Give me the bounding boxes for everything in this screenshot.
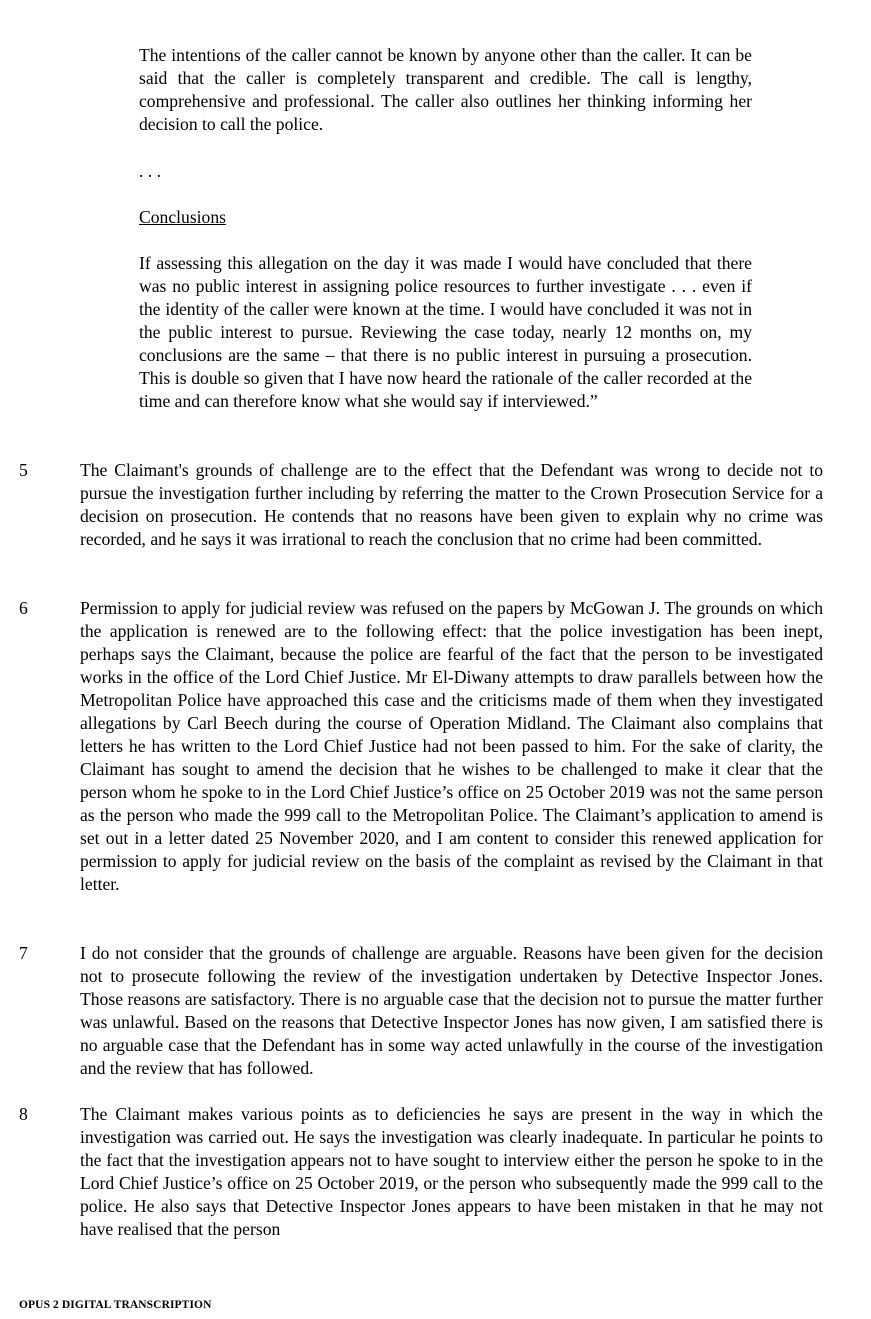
- paragraph-5: The Claimant's grounds of challenge are to the effect that the Defendant was wrong to decide not to pursue the investigation further including by referring the matter to the Crown Prosecution Service for a decision on prosecution. He contends that no reasons have been given to explain why no crime was recorded, and he says it was irrational to reach the conclusion that no crime had been committed.: [80, 460, 823, 549]
- paragraph-8: The Claimant makes various points as to deficiencies he says are present in the way in which the investigation was carried out. He says the investigation was clearly inadequate. In particular he points to the fact that the investigation appears not to have sought to interview either the person he spoke to in the Lord Chief Justice’s office on 25 October 2019, or the person who subsequently made the 999 call to the police. He also says that Detective Inspector Jones appears to have been mistaken in that he may not have realised that the person: [80, 1104, 823, 1239]
- paragraph-6: Permission to apply for judicial review was refused on the papers by McGowan J. The grounds on which the application is renewed are to the following effect: that the police investigation has been inept, perhaps says the Claimant, because the police are fearful of the fact that the person to be investigated works in the office of the Lord Chief Justice. Mr El-Diwany attempts to draw parallels between how the Metropolitan Police have approached this case and the criticisms made of them when they investigated allegations by Carl Beech during the course of Operation Midland. The Claimant also complains that letters he has written to the Lord Chief Justice had not been passed to him. For the sake of clarity, the Claimant has sought to amend the decision that he wishes to be challenged to make it clear that the person whom he spoke to in the Lord Chief Justice’s office on 25 October 2019 was not the same person as the person who made the 999 call to the Metropolitan Police. The Claimant’s application to amend is set out in a letter dated 25 November 2020, and I am content to consider this renewed application for permission to apply for judicial review on the basis of the complaint as revised by the Claimant in that letter.: [80, 598, 823, 894]
- paragraph-7: I do not consider that the grounds of challenge are arguable. Reasons have been given for the decision not to prosecute following the review of the investigation undertaken by Detective Inspector Jones. Those reasons are satisfactory. There is no arguable case that the decision not to pursue the matter further was unlawful. Based on the reasons that Detective Inspector Jones has now given, I am satisfied there is no arguable case that the Defendant has in some way acted unlawfully in the course of the investigation and the review that has followed.: [80, 943, 823, 1078]
- footer-transcription-label: OPUS 2 DIGITAL TRANSCRIPTION: [19, 1299, 212, 1311]
- quote-ellipsis: . . .: [139, 161, 161, 181]
- quote-intro: The intentions of the caller cannot be known by anyone other than the caller. It can be said that the caller is completely transparent and credible. The call is lengthy, comprehensive and professional. The caller also outlines her thinking informing her decision to call the police.: [139, 45, 752, 134]
- conclusions-heading: Conclusions: [139, 207, 226, 227]
- paragraph-number-5: 5: [19, 460, 28, 480]
- paragraph-number-8: 8: [19, 1104, 28, 1124]
- paragraph-number-6: 6: [19, 598, 28, 618]
- paragraph-number-7: 7: [19, 943, 28, 963]
- conclusions-text: If assessing this allegation on the day it was made I would have concluded that there was no public interest in assigning police resources to further investigate . . . even if the identity of the caller were known at the time. I would have concluded it was not in the public interest to pursue. Reviewing the case today, nearly 12 months on, my conclusions are the same – that there is no public interest in pursuing a prosecution. This is double so given that I have now heard the rationale of the caller recorded at the time and can therefore know what she would say if interviewed.”: [139, 253, 752, 411]
